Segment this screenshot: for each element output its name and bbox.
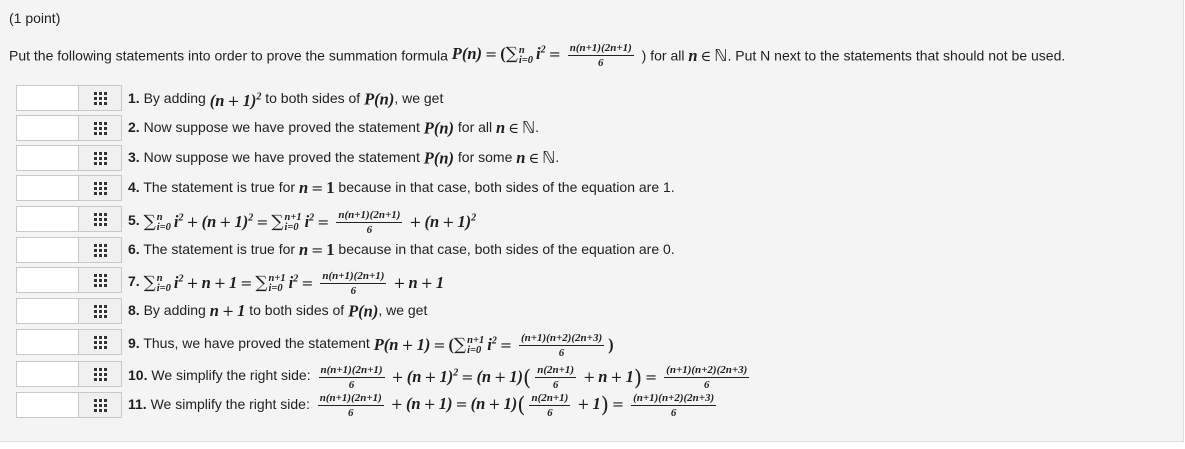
grid-menu-icon [94,122,107,135]
intro-n-in-N: n ∈ ℕ [688,45,728,65]
intro-formula: P(n) = (∑ n i=0 $i^2$ = $\frac{n(n+1)(2n+1)}{6}$ [451,42,632,69]
statement-text: 1. By adding $(n + 1)^2$ to both sides of P(n), we get [128,89,444,110]
statement-row [16,392,1166,418]
grid-menu-icon [94,152,107,165]
order-input[interactable] [16,85,78,111]
points-label: (1 point) [9,10,61,26]
order-input[interactable] [16,392,78,418]
intro-text-tail: . Put N next to the statements that should not be used. [727,47,1066,64]
statement-row [16,85,1166,111]
dropdown-button[interactable] [78,206,122,232]
statement-row [16,115,1166,141]
order-input[interactable] [16,237,78,263]
statement-text: 7. ∑ n i=0 $i^2 + n + 1$ = ∑ n+1 i=0 $i^2$ = $\frac{n(n+1)(2n+1)}{6}$ + n + 1 [128,270,445,298]
order-input[interactable] [16,361,78,387]
statement-row [16,329,1166,360]
statement-text: 6. The statement is true for n = 1 because in that case, both sides of the equation are 0. [128,239,675,259]
intro-text: Put the following statements into order to prove the summation formula [9,47,452,64]
dropdown-button[interactable] [78,392,122,418]
statement-row [16,175,1166,201]
dropdown-button[interactable] [78,298,122,324]
order-input[interactable] [16,267,78,293]
dropdown-button[interactable] [78,267,122,293]
statement-text: 2. Now suppose we have proved the statement P(n) for all n ∈ ℕ. [128,117,540,138]
grid-menu-icon [94,92,107,105]
order-input[interactable] [16,115,78,141]
statement-text: 8. By adding n + 1 to both sides of P(n), we get [128,300,428,321]
dropdown-button[interactable] [78,145,122,171]
statement-text: 10. We simplify the right side: $\frac{n(n+1)(2n+1)}{6}$ + $(n + 1)^2 = (n + 1)$( $\frac{n(2n+1)}{6}$ + n + 1) = $\frac{(n+1)(n+2)(2n+3)}{6}$ [128,364,748,392]
statement-text: 5. ∑ n i=0 $i^2 + (n + 1)^2$ = ∑ n+1 i=0 $i^2$ = $\frac{n(n+1)(2n+1)}{6}$ + $(n + 1)^2$ [128,209,477,237]
grid-menu-icon [94,399,107,412]
statement-row [16,298,1166,324]
dropdown-button[interactable] [78,85,122,111]
statement-row [16,361,1166,392]
order-input[interactable] [16,298,78,324]
statement-text: 11. We simplify the right side: $\frac{n(n+1)(2n+1)}{6}$ + (n + 1) = (n + 1)( $\frac{n(2n+1)}{6}$ + 1) = $\frac{(n+1)(n+2)(2n+3)}{6}$ [128,392,715,419]
grid-menu-icon [94,305,107,318]
statement-row [16,145,1166,171]
order-input[interactable] [16,329,78,355]
dropdown-button[interactable] [78,237,122,263]
statement-text: 3. Now suppose we have proved the statement P(n) for some n ∈ ℕ. [128,147,560,168]
grid-menu-icon [94,213,107,226]
dropdown-button[interactable] [78,175,122,201]
grid-menu-icon [94,182,107,195]
statement-row [16,267,1166,298]
order-input[interactable] [16,145,78,171]
grid-menu-icon [94,336,107,349]
problem-statement [9,42,1065,69]
statement-row [16,237,1166,263]
grid-menu-icon [94,274,107,287]
order-input[interactable] [16,175,78,201]
grid-menu-icon [94,244,107,257]
statement-row [16,206,1166,237]
order-input[interactable] [16,206,78,232]
intro-text-mid: ) for all [637,47,689,64]
dropdown-button[interactable] [78,361,122,387]
statement-text: 9. Thus, we have proved the statement P(n + 1) = (∑ n+1 i=0 $i^2$ = $\frac{(n+1)(n+2)(2n+3)}{6}$ ) [128,332,614,360]
dropdown-button[interactable] [78,115,122,141]
dropdown-button[interactable] [78,329,122,355]
grid-menu-icon [94,368,107,381]
statement-text: 4. The statement is true for n = 1 because in that case, both sides of the equation are 1. [128,177,675,197]
